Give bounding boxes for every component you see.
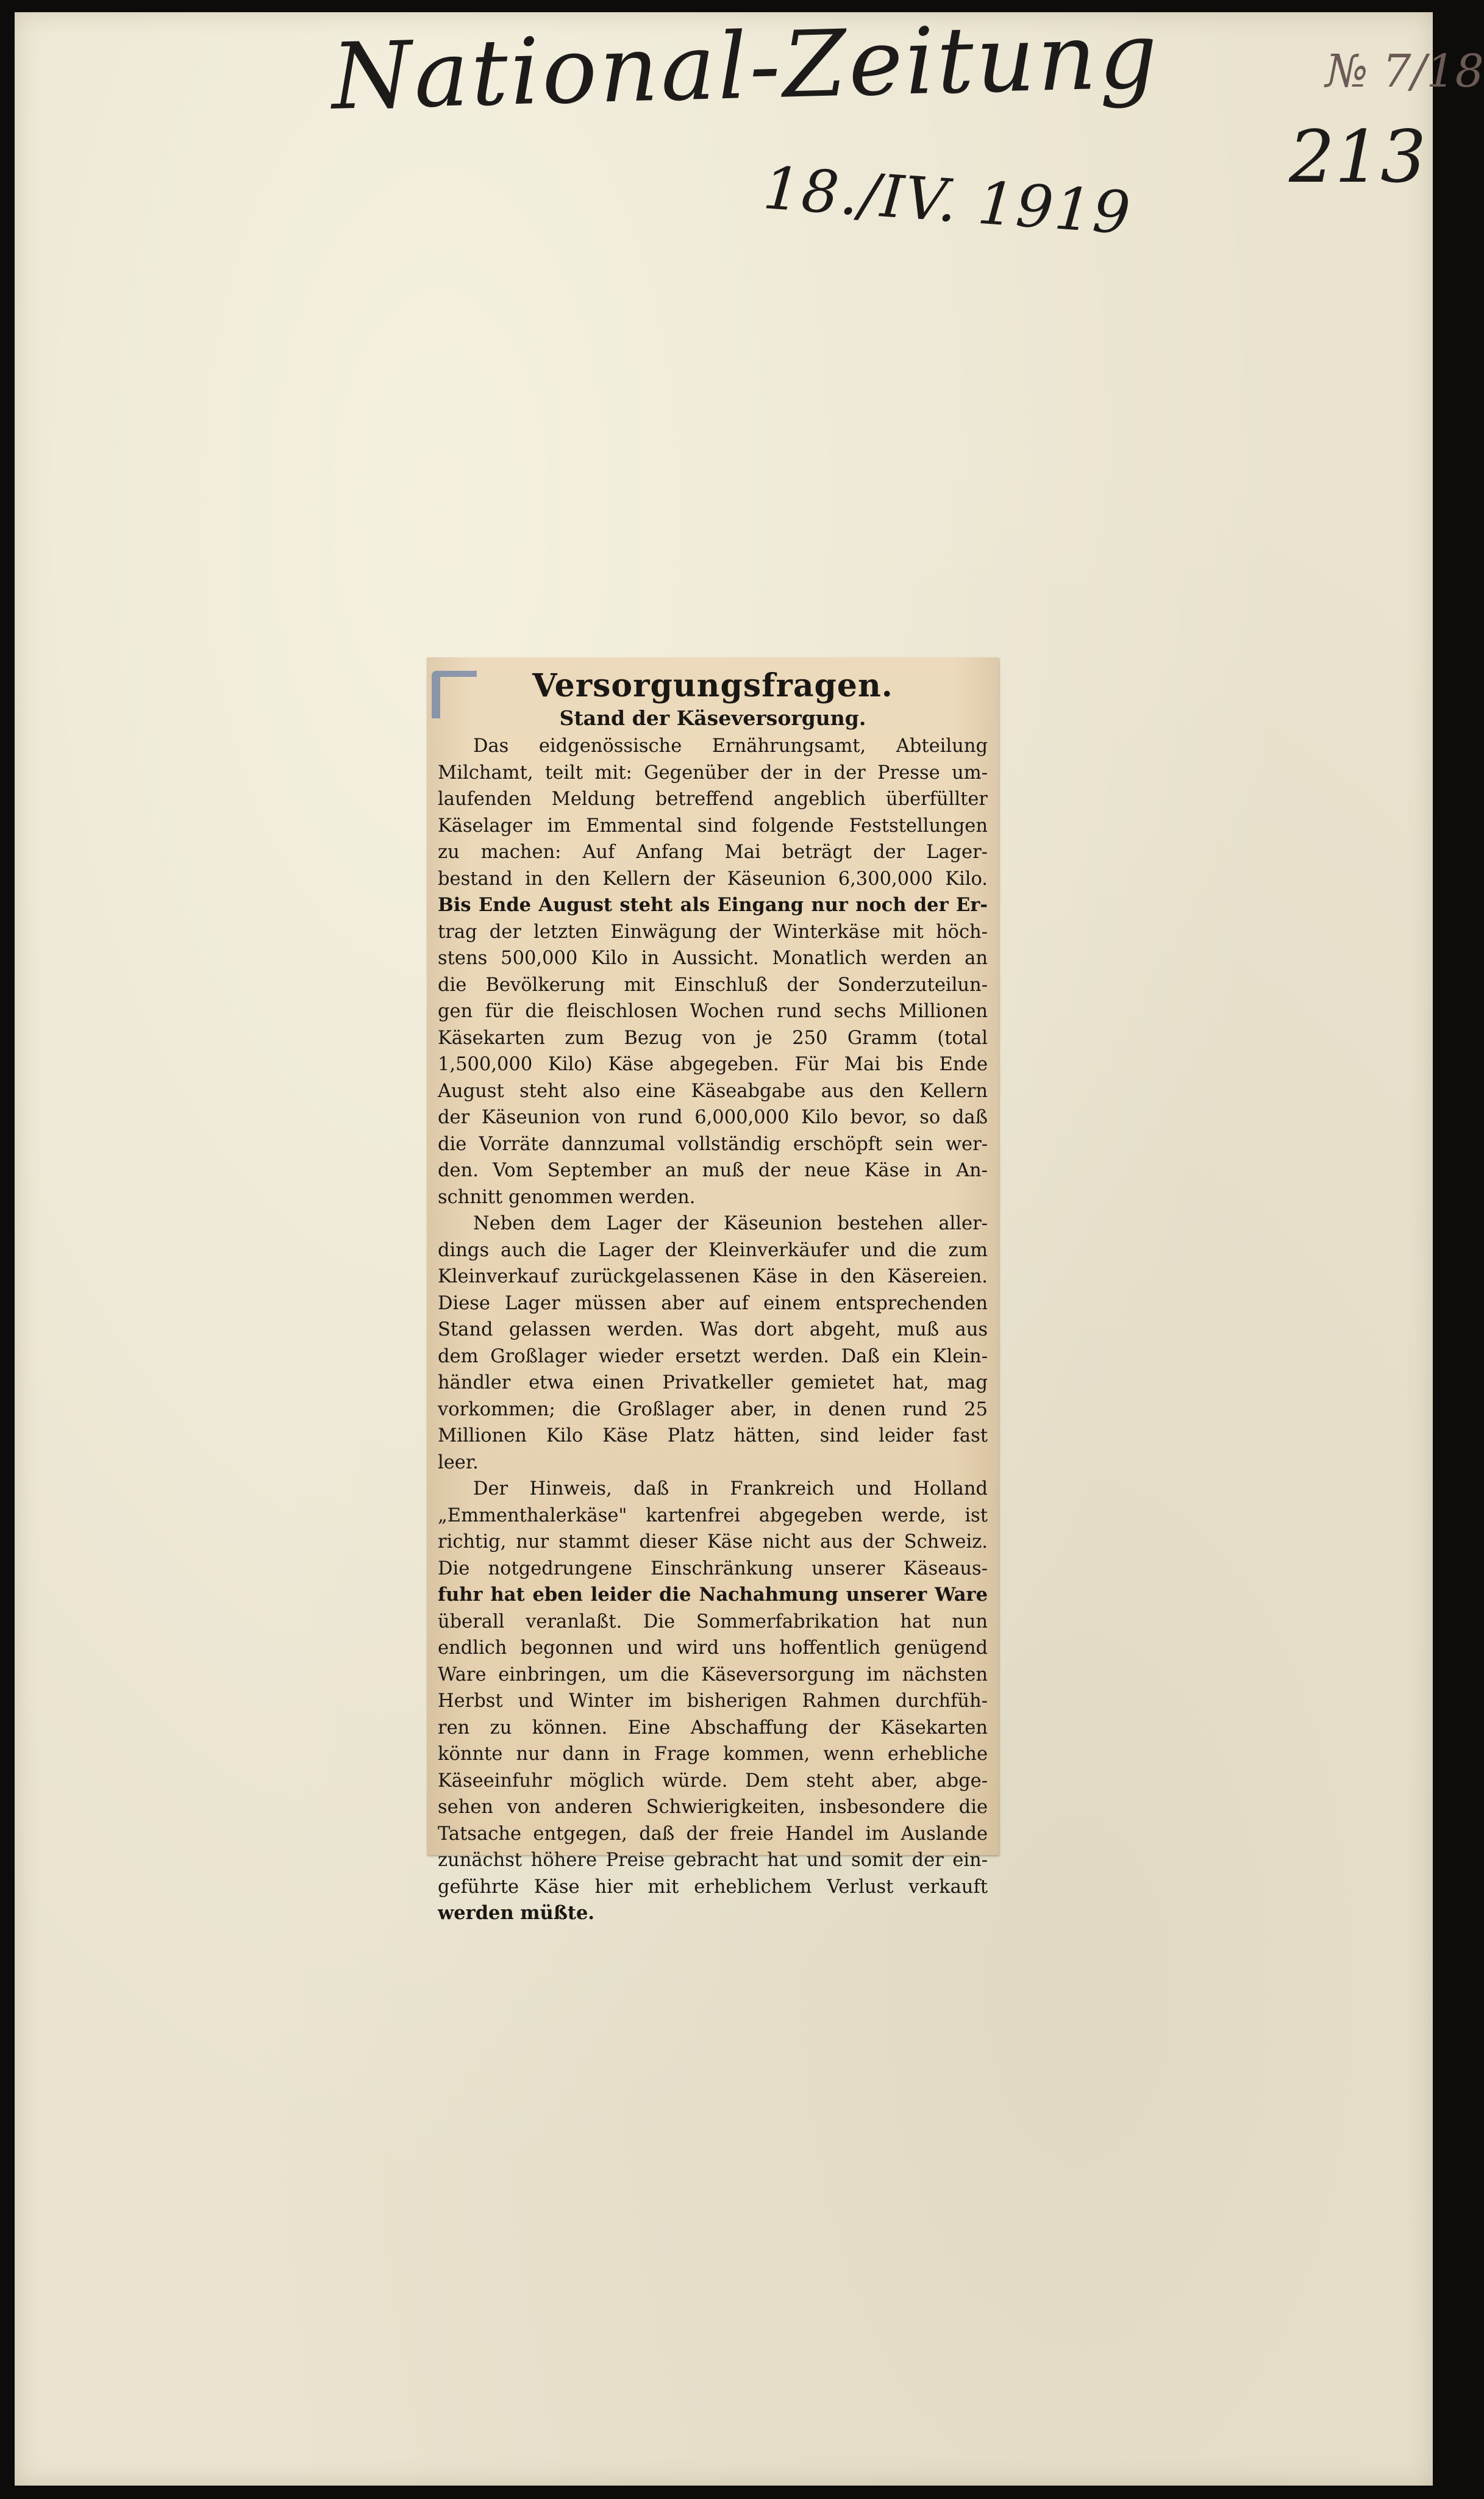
text-line: Käselager im Emmental sind folgende Feststellungen [438, 815, 988, 837]
newspaper-clipping [427, 657, 999, 1924]
text-line: Stand gelassen werden. Was dort abgeht, muß aus [438, 1319, 988, 1340]
text-line: werden müßte. [438, 1902, 594, 1924]
text-line: der Käseunion von rund 6,000,000 Kilo bevor, so daß [438, 1107, 988, 1128]
text-line: gen für die fleischlosen Wochen rund sechs Millionen [438, 1001, 988, 1022]
text-line: Diese Lager müssen aber auf einem entsprechenden [438, 1292, 988, 1314]
text-line: leer. [438, 1451, 479, 1473]
text-line: August steht also eine Käseabgabe aus den Kellern [438, 1080, 988, 1102]
text-line: laufenden Meldung betreffend angeblich überfüllter [438, 788, 988, 810]
text-line: könnte nur dann in Frage kommen, wenn erhebliche [438, 1743, 988, 1765]
text-line: Ware einbringen, um die Käseversorgung im nächsten [438, 1664, 988, 1686]
article-paragraph-2 [438, 1210, 988, 1476]
text-line: Tatsache entgegen, daß der freie Handel im Auslande [438, 1823, 988, 1845]
text-line: zunächst höhere Preise gebracht hat und somit der ein- [438, 1850, 988, 1871]
text-line: Der Hinweis, daß in Frankreich und Holland [473, 1478, 988, 1500]
text-line: Die notgedrungene Einschränkung unserer Käseaus- [438, 1557, 988, 1579]
text-line: Käsekarten zum Bezug von je 250 Gramm (total [438, 1027, 988, 1049]
text-line: endlich begonnen und wird uns hoffentlich genügend [438, 1637, 988, 1659]
text-line: zu machen: Auf Anfang Mai beträgt der Lager- [438, 842, 988, 863]
text-line: stens 500,000 Kilo in Aussicht. Monatlich werden an [438, 948, 988, 969]
blue-pencil-mark [432, 671, 477, 718]
archive-sheet [15, 2, 1484, 2486]
handwritten-corner-note: № 7/18 [1325, 45, 1484, 98]
text-line: fuhr hat eben leider die Nachahmung unserer Ware [438, 1584, 988, 1606]
text-line: Herbst und Winter im bisherigen Rahmen durchfüh- [438, 1690, 988, 1712]
text-line: bestand in den Kellern der Käseunion 6,300,000 Kilo. [438, 868, 988, 890]
text-line: Das eidgenössische Ernährungsamt, Abteilung [473, 735, 988, 757]
article-paragraph-1 [438, 733, 988, 1210]
text-line: dem Großlager wieder ersetzt werden. Daß ein Klein- [438, 1345, 988, 1367]
text-line: Käseeinfuhr möglich würde. Dem steht aber, abge- [438, 1770, 988, 1792]
handwritten-page-number: 213 [1289, 115, 1427, 199]
article-headline: Versorgungsfragen. [532, 667, 893, 704]
text-line: die Vorräte dannzumal vollständig erschöpft sein wer- [438, 1133, 988, 1155]
article-paragraph-3 [438, 1476, 988, 1927]
text-line: trag der letzten Einwägung der Winterkäse mit höch- [438, 921, 988, 943]
text-line: 1,500,000 Kilo) Käse abgegeben. Für Mai bis Ende [438, 1054, 988, 1075]
text-line: Neben dem Lager der Käseunion bestehen aller- [473, 1213, 988, 1234]
text-line: „Emmenthalerkäse" kartenfrei abgegeben werde, ist [438, 1504, 988, 1526]
text-line: dings auch die Lager der Kleinverkäufer und die zum [438, 1239, 988, 1261]
article-subheadline: Stand der Käseversorgung. [559, 706, 866, 730]
text-line: händler etwa einen Privatkeller gemietet hat, mag [438, 1372, 988, 1393]
text-line: vorkommen; die Großlager aber, in denen rund 25 [438, 1398, 988, 1420]
text-line: Bis Ende August steht als Eingang nur noch der Er- [438, 894, 988, 916]
text-line: ren zu können. Eine Abschaffung der Käsekarten [438, 1717, 988, 1739]
text-line: Milchamt, teilt mit: Gegenüber der in der Presse um- [438, 762, 988, 784]
text-line: den. Vom September an muß der neue Käse in An- [438, 1160, 988, 1181]
text-line: überall veranlaßt. Die Sommerfabrikation hat nun [438, 1611, 988, 1632]
text-line: die Bevölkerung mit Einschluß der Sonderzuteilun- [438, 974, 988, 996]
text-line: schnitt genommen werden. [438, 1186, 696, 1208]
handwritten-newspaper-name: National-Zeitung [330, 2, 1161, 130]
text-line: geführte Käse hier mit erheblichem Verlust verkauft [438, 1876, 988, 1898]
text-line: sehen von anderen Schwierigkeiten, insbesondere die [438, 1796, 988, 1818]
handwritten-date: 18./IV. 1919 [761, 154, 1134, 248]
text-line: Kleinverkauf zurückgelassenen Käse in den Käsereien. [438, 1266, 988, 1287]
text-line: richtig, nur stammt dieser Käse nicht aus der Schweiz. [438, 1531, 988, 1553]
text-line: Millionen Kilo Käse Platz hätten, sind leider fast [438, 1425, 988, 1446]
